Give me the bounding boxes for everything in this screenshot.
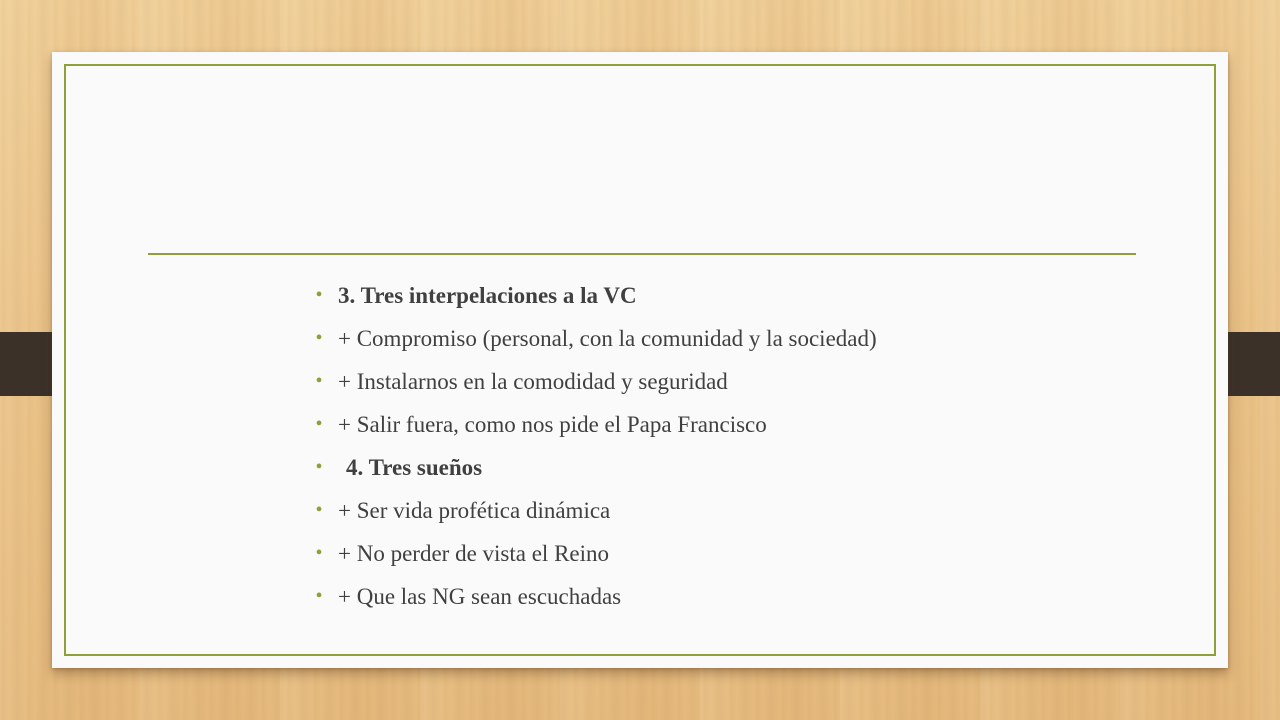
bullet-icon: •	[315, 327, 323, 349]
list-item-text: + Que las NG sean escuchadas	[338, 584, 622, 609]
list-item-text: + Instalarnos en la comodidad y seguridad	[338, 369, 728, 394]
bullet-icon: •	[315, 499, 323, 521]
bullet-icon: •	[315, 585, 323, 607]
list-item-text: 4. Tres sueños	[346, 455, 483, 480]
slide-card	[52, 52, 1228, 668]
bullet-icon: •	[315, 542, 323, 564]
list-item-text: + Ser vida profética dinámica	[338, 498, 611, 523]
list-item-text: + No perder de vista el Reino	[338, 541, 610, 566]
bullet-icon: •	[315, 284, 323, 306]
list-item-text: + Compromiso (personal, con la comunidad y la sociedad)	[338, 326, 877, 351]
bullet-icon: •	[315, 370, 323, 392]
list-item-text: 3. Tres interpelaciones a la VC	[338, 283, 637, 308]
list-item-text: + Salir fuera, como nos pide el Papa Francisco	[338, 412, 767, 437]
bullet-icon: •	[315, 456, 323, 478]
title-divider-line	[148, 253, 1136, 255]
bullet-icon: •	[315, 413, 323, 435]
